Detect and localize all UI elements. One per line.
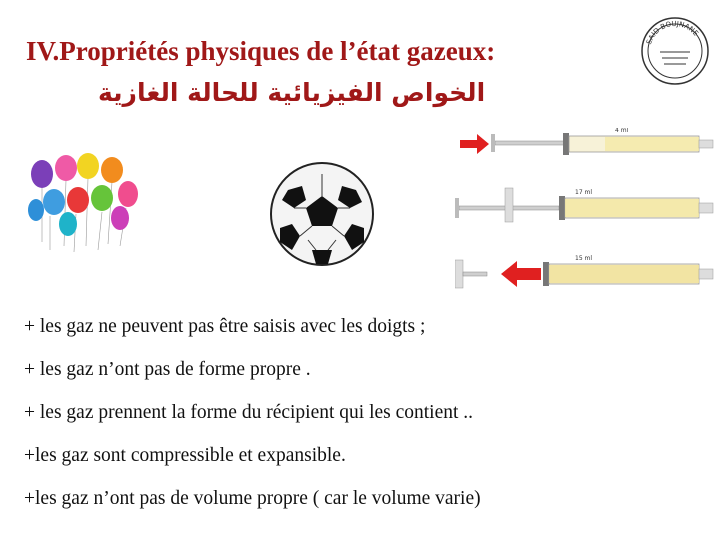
slide-subtitle-arabic: الخواص الفيزيائية للحالة الغازية xyxy=(98,78,486,107)
slide-title: IV.Propriétés physiques de l’état gazeux: xyxy=(26,36,496,66)
properties-list xyxy=(24,316,481,531)
balloons-image xyxy=(28,150,140,260)
list-item: + les gaz n’ont pas de forme propre . xyxy=(24,359,311,380)
arrow-right-icon xyxy=(460,134,489,154)
syringe-label-1: 4 ml xyxy=(615,128,629,134)
list-item: + les gaz ne peuvent pas être saisis avec les doigts ; xyxy=(24,316,426,337)
syringe-label-2: 17 ml xyxy=(575,189,593,196)
list-item: +les gaz sont compressible et expansible. xyxy=(24,445,346,466)
syringe-top xyxy=(460,128,713,155)
syringes-image xyxy=(455,128,720,303)
svg-text:SAID BOUJNANE xyxy=(645,20,700,46)
soccer-ball-image xyxy=(268,160,376,268)
syringe-bottom xyxy=(455,255,713,288)
stamp-text: SAID BOUJNANE xyxy=(645,19,700,46)
list-item: +les gaz n’ont pas de volume propre ( car le volume varie) xyxy=(24,488,481,509)
arrow-left-icon xyxy=(501,261,541,287)
syringe-middle xyxy=(455,188,713,222)
syringe-label-3: 15 ml xyxy=(575,255,593,262)
list-item: + les gaz prennent la forme du récipient qui les contient .. xyxy=(24,402,474,423)
stamp-seal-icon xyxy=(640,16,710,86)
